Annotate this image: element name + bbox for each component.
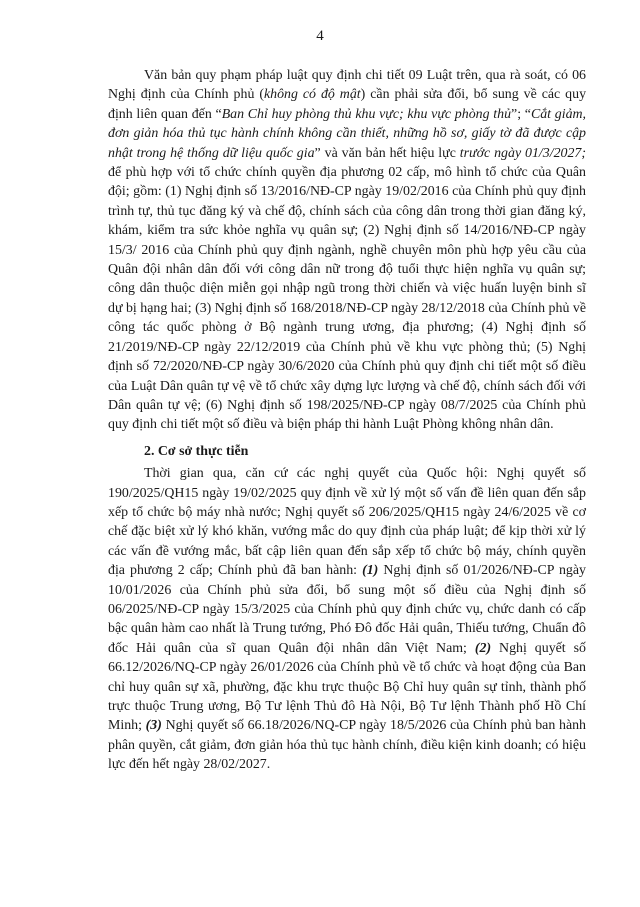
page-number: 4 <box>316 28 324 44</box>
p2-text-2: Nghị định số 01/2026/NĐ-CP ngày 10/01/2026 của Chính phủ sửa đổi, bổ sung một số điều của Nghị định số 06/2025/NĐ-CP ngày 15/3/2025 của Chính phủ quy định chức vụ, chức danh có cấp bậc quân hàm cao nhất là Trung tướng, Phó Đô đốc Hải quân, Thiếu tướng, Chuẩn đô đốc Hải quân của sĩ quan Quân đội nhân dân Việt Nam; <box>108 563 586 656</box>
p1-text-1: Văn bản quy phạm pháp luật quy định chi tiết 09 Luật trên, qua rà soát, có 06 Nghị định của Chính phủ ( <box>108 68 586 103</box>
p1-italic-3: Cắt giảm, đơn giản hóa thủ tục hành chính không cần thiết, những hồ sơ, giấy tờ đã được cập nhật trong hệ thống dữ liệu quốc gia <box>108 106 587 161</box>
paragraph-legal-documents <box>108 66 586 435</box>
p2-text-3: Nghị quyết số 66.12/2026/NQ-CP ngày 26/01/2026 của Chính phủ về tổ chức và hoạt động của Ban chỉ huy quân sự xã, phường, đặc khu trực thuộc Bộ Chỉ huy quân sự tỉnh, thành phố trực thuộc Trung ương, Bộ Tư lệnh Thủ đô Hà Nội, Bộ Tư lệnh Thành phố Hồ Chí Minh; <box>108 640 586 734</box>
p1-italic-4: trước ngày 01/3/2027; <box>459 145 586 161</box>
p1-text-2: ) cần phải sửa đổi, bổ sung về các quy định liên quan đến “ <box>108 87 587 122</box>
p1-text-3: ”; “ <box>511 106 531 122</box>
document-body <box>108 66 586 775</box>
p1-italic-1: không có độ mật <box>263 87 361 103</box>
paragraph-practical-basis <box>108 464 586 775</box>
p2-text-4: Nghị quyết số 66.18/2026/NQ-CP ngày 18/5/2026 của Chính phủ ban hành phân quyền, cắt giảm, đơn giản hóa thủ tục hành chính, điều kiện kinh doanh; có hiệu lực đến hết ngày 28/02/2027. <box>108 718 586 773</box>
p1-text-4: ” và văn bản hết hiệu lực <box>314 145 460 161</box>
p2-item-2-marker: (2) <box>474 640 492 656</box>
p1-text-5: để phù hợp với tổ chức chính quyền địa phương 02 cấp, mô hình tổ chức của Quân đội; gồm: (1) Nghị định số 13/2016/NĐ-CP ngày 19/02/2016 của Chính phủ quy định trình tự, thủ tục đăng ký và chế độ, chính sách của công dân trong thời gian đăng ký, khám, kiểm tra sức khỏe nghĩa vụ quân sự; (2) Nghị định số 14/2016/NĐ-CP ngày 15/3/ 2016 của Chính phủ quy định ngành, nghề chuyên môn phù hợp yêu cầu của Quân đội nhân dân đối với công dân nữ trong độ tuổi thực hiện nghĩa vụ quân sự; công dân thuộc diện miễn gọi nhập ngũ trong thời chiến và việc huấn luyện binh sĩ dự bị hạng hai; (3) Nghị định số 168/2018/NĐ-CP ngày 28/12/2018 của Chính phủ về công tác quốc phòng ở Bộ ngành trung ương, địa phương; (4) Nghị định số 21/2019/NĐ-CP ngày 22/12/2019 của Chính phủ về khu vực phòng thủ; (5) Nghị định số 72/2020/NĐ-CP ngày 30/6/2020 của Chính phủ quy định chi tiết một số điều của Luật Dân quân tự vệ về tổ chức xây dựng lực lượng và chế độ, chính sách đối với Dân quân tự vệ; (6) Nghị định số 198/2025/NĐ-CP ngày 08/7/2025 của Chính phủ quy định chi tiết một số điều và biện pháp thi hành Luật Phòng không nhân dân. <box>108 165 586 433</box>
p2-item-1-marker: (1) <box>362 563 379 579</box>
p2-text-1: Thời gian qua, căn cứ các nghị quyết của Quốc hội: Nghị quyết số 190/2025/QH15 ngày 19/02/2025 quy định về xử lý một số vấn đề liên quan đến sắp xếp tổ chức bộ máy nhà nước; Nghị quyết số 206/2025/QH15 ngày 24/6/2025 về cơ chế đặc biệt xử lý khó khăn, vướng mắc do quy định của pháp luật; để kịp thời xử lý các vấn đề vướng mắc, bất cập liên quan đến sắp xếp tổ chức bộ máy, chính quyền địa phương 2 cấp; Chính phủ đã ban hành: <box>108 466 586 579</box>
p1-italic-2: Ban Chỉ huy phòng thủ khu vực; khu vực phòng thủ <box>221 106 512 122</box>
section-heading: 2. Cơ sở thực tiễn <box>144 443 249 459</box>
p2-item-3-marker: (3) <box>145 718 162 734</box>
